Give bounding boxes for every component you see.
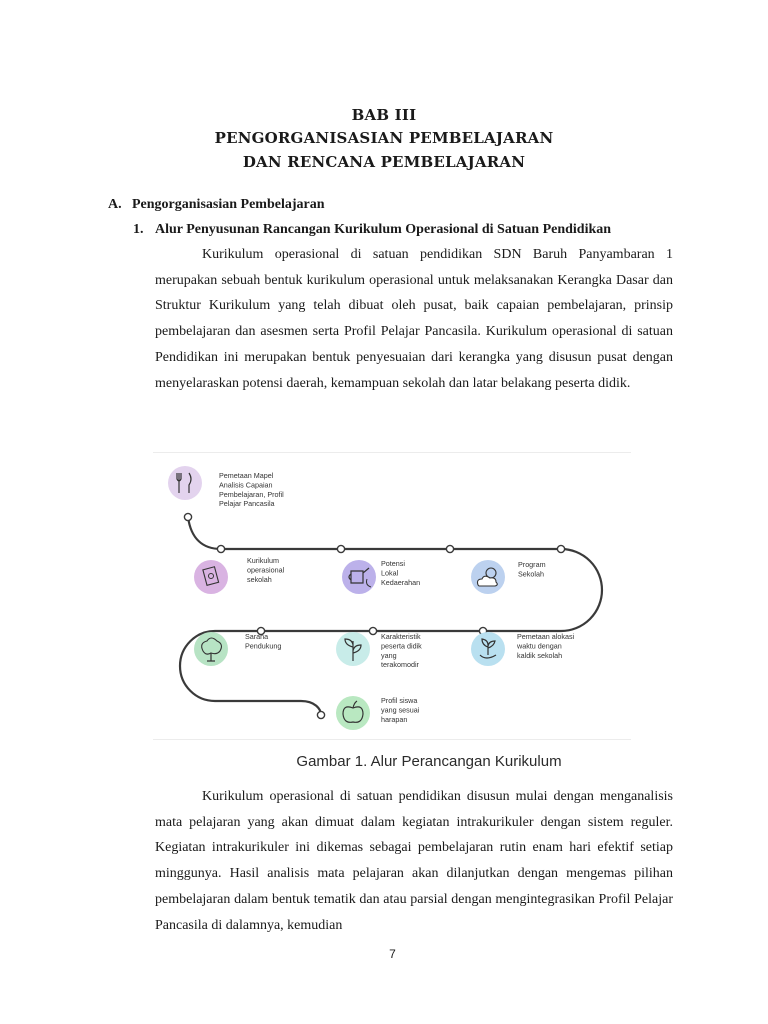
chapter-title-line-2: DAN RENCANA PEMBELAJARAN [242, 153, 526, 171]
chapter-number: BAB III [351, 106, 417, 124]
flow-node [217, 545, 224, 552]
flow-step [194, 632, 281, 666]
paragraph-2: Kurikulum operasional di satuan pendidikan disusun mulai dengan menganalisis mata pelajaran yang akan dimuat dalam kegiatan intrakurikuler dengan sistem reguler. Kegiatan intrakurikuler ini dikemas sebagai pembelajaran rutin enam hari efektif setiap minggunya. Hasil analisis mata pelajaran akan dilanjutkan dengan mengemas pilihan pembelajaran dalam bentuk tematik dan atau parsial dengan mengintegrasikan Profil Pelajar Pancasila di dalamnya, kemudian [155, 789, 673, 933]
section-a-title: Pengorganisasian Pembelajaran [132, 197, 325, 212]
step-badge [168, 466, 202, 500]
flow-step [342, 559, 420, 594]
flow-step [336, 632, 422, 669]
step-label: Sarana Pendukung [245, 632, 282, 651]
flow-node [337, 545, 344, 552]
flow-node [446, 545, 453, 552]
flow-path [180, 517, 602, 715]
curriculum-flow-diagram [153, 453, 631, 739]
page-number: 7 [389, 947, 396, 961]
flow-node [317, 711, 324, 718]
section-a-marker: A. [108, 197, 122, 212]
step-label: Profil siswa yang sesuai harapan [381, 696, 420, 724]
flow-node [184, 513, 191, 520]
step-badge [194, 560, 228, 594]
subsection-1-marker: 1. [133, 222, 144, 237]
flow-step [168, 466, 284, 508]
step-label: Karakteristik peserta didik yang terakomodir [381, 632, 422, 670]
step-badge [336, 696, 370, 730]
flow-step [336, 696, 420, 730]
step-label: Pemetaan Mapel Analisis Capaian Pembelajaran, Profil Pelajar Pancasila [219, 471, 284, 509]
step-label: Kurikulum operasional sekolah [247, 556, 285, 584]
chapter-title-line-1: PENGORGANISASIAN PEMBELAJARAN [214, 129, 554, 147]
curriculum-flow-figure [153, 452, 631, 740]
step-badge [342, 560, 376, 594]
flow-node [557, 545, 564, 552]
step-label: Potensi Lokal Kedaerahan [381, 559, 421, 587]
paragraph-1: Kurikulum operasional di satuan pendidikan SDN Baruh Panyambaran 1 merupakan sebuah bentuk kurikulum operasional untuk melaksanakan Kerangka Dasar dan Struktur Kurikulum yang telah dibuat oleh pusat, baik capaian pembelajaran, prinsip pembelajaran dan asesmen serta Profil Pelajar Pancasila. Kurikulum operasional di satuan Pendidikan ini merupakan bentuk penyesuaian dari kerangka yang disusun pusat dengan menyelaraskan potensi daerah, kemampuan sekolah dan latar belakang peserta didik. [155, 247, 673, 391]
step-label: Program Sekolah [518, 560, 546, 579]
step-label: Pemetaan alokasi waktu dengan kaldik sekolah [517, 632, 575, 660]
flow-node [369, 627, 376, 634]
figure-caption: Gambar 1. Alur Perancangan Kurikulum [296, 753, 562, 770]
subsection-1-title: Alur Penyusunan Rancangan Kurikulum Operasional di Satuan Pendidikan [155, 222, 612, 237]
flow-step [194, 556, 285, 594]
flow-step [471, 560, 546, 594]
flow-step [471, 632, 575, 666]
